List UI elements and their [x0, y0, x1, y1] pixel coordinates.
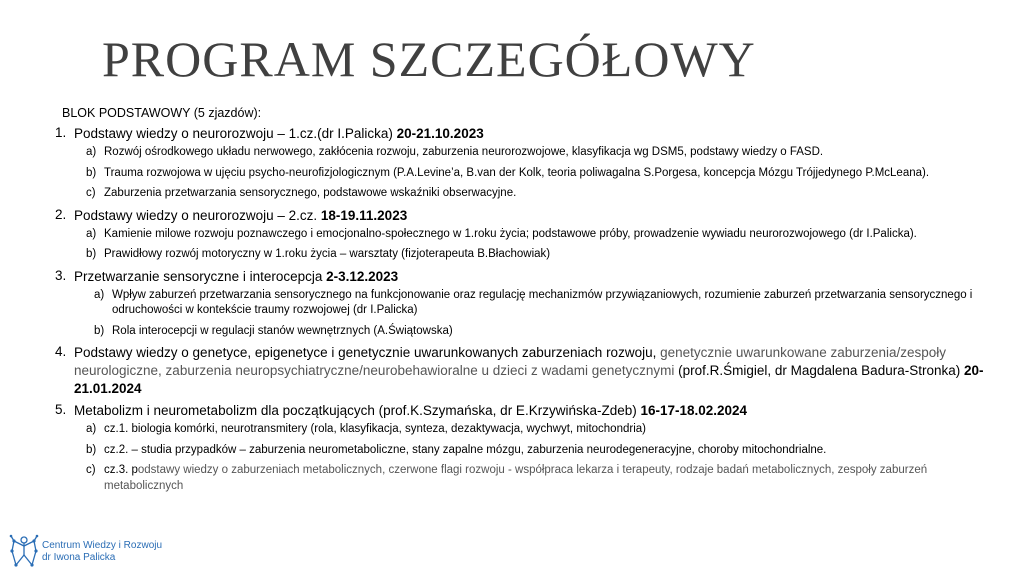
- item-text: Przetwarzanie sensoryczne i interocepcja 2-3.12.2023: [74, 268, 399, 284]
- block-heading: BLOK PODSTAWOWY (5 zjazdów):: [62, 106, 262, 120]
- program-item-3: [55, 267, 990, 340]
- logo: [9, 535, 162, 569]
- item-date: 16-17-18.02.2024: [640, 403, 748, 418]
- sub-item: c) cz.3. podstawy wiedzy o zaburzeniach metabolicznych, czerwone flagi rozwoju - współpraca lekarza i terapeuty, rodzaje badań metabolicznych, zespoły zaburzeń metabolicznych: [86, 464, 928, 492]
- sub-item: b) Prawidłowy rozwój motoryczny w 1.roku życia – warsztaty (fizjoterapeuta B.Błachowiak): [86, 248, 551, 260]
- program-item-1: [55, 125, 990, 202]
- item-number: 4.: [55, 344, 67, 359]
- page-title: PROGRAM SZCZEGÓŁOWY: [102, 31, 756, 87]
- sub-item: a) Rozwój ośrodkowego układu nerwowego, zakłócenia rozwoju, zaburzenia neurorozwojowe, klasyfikacja wg DSM5, podstawy wiedzy o FASD.: [86, 146, 824, 158]
- item-date: 18-19.11.2023: [320, 207, 408, 223]
- item-date: 20-21.01.2024: [74, 363, 984, 396]
- item-text: Podstawy wiedzy o neurorozwoju – 1.cz.(dr I.Palicka) 20-21.10.2023: [74, 126, 484, 141]
- sub-list: [74, 145, 990, 202]
- sub-list: [74, 422, 990, 494]
- program-item-5: [55, 402, 990, 494]
- item-date: 2-3.12.2023: [326, 268, 399, 284]
- sub-item: a) Wpływ zaburzeń przetwarzania sensorycznego na funkcjonowanie oraz regulację mechanizmów przywiązaniowych, rozumienie zaburzeń przetwarzania sensorycznego i odruchowości w kontekście traumy rozwojowej (dr I.Palicka): [94, 288, 973, 316]
- item-number: 3.: [55, 267, 67, 283]
- program-content: [55, 106, 990, 499]
- item-number: 1.: [55, 125, 67, 140]
- sub-item: b) Trauma rozwojowa w ujęciu psycho-neurofizjologicznym (P.A.Levine’a, B.van der Kolk, teoria poliwagalna S.Porgesa, koncepcja Mózgu Trójjedynego P.McLeana).: [86, 166, 930, 179]
- item-text: Podstawy wiedzy o genetyce, epigenetyce i genetycznie uwarunkowanych zaburzeniach rozwoju, genetycznie uwarunkowane zaburzenia/zespoły neurologiczne, zaburzenia neuropsychiatryczne/neurobehawioralne u dzieci z wadami genetycznymi (prof.R.Śmigiel, dr Magdalena Badura-Stronka) 20-21.01.2024: [74, 345, 984, 396]
- sub-item: b) Rola interocepcji w regulacji stanów wewnętrznych (A.Świątowska): [94, 324, 453, 337]
- sub-item: b) cz.2. – studia przypadków – zaburzenia neurometaboliczne, stany zapalne mózgu, zaburzenia neurodegeneracyjne, choroby mitochondrialne.: [86, 443, 827, 456]
- program-item-4: [55, 344, 990, 398]
- network-figure-icon: [9, 533, 39, 572]
- sub-list: [74, 288, 990, 340]
- item-number: 2.: [55, 206, 67, 222]
- item-number: 5.: [55, 402, 67, 417]
- sub-item: a) Kamienie milowe rozwoju poznawczego i emocjonalno-społecznego w 1.roku życia; podstawowe próby, prowadzenie wywiadu neurorozwojowego (dr I.Palicka).: [86, 227, 917, 240]
- logo-text: Centrum Wiedzy i Rozwoju dr Iwona Palicka: [42, 540, 163, 563]
- sub-item: a) cz.1. biologia komórki, neurotransmitery (rola, klasyfikacja, synteza, dezaktywacja, wychwyt, mitochondria): [86, 423, 646, 435]
- item-text: Metabolizm i neurometabolizm dla początkujących (prof.K.Szymańska, dr E.Krzywińska-Zdeb) 16-17-18.02.2024: [74, 403, 748, 418]
- sub-item: c) Zaburzenia przetwarzania sensorycznego, podstawowe wskaźniki obserwacyjne.: [86, 187, 517, 199]
- program-item-2: [55, 206, 990, 263]
- item-date: 20-21.10.2023: [396, 126, 484, 141]
- sub-list: [74, 227, 990, 263]
- item-text: Podstawy wiedzy o neurorozwoju – 2.cz. 18-19.11.2023: [74, 207, 408, 223]
